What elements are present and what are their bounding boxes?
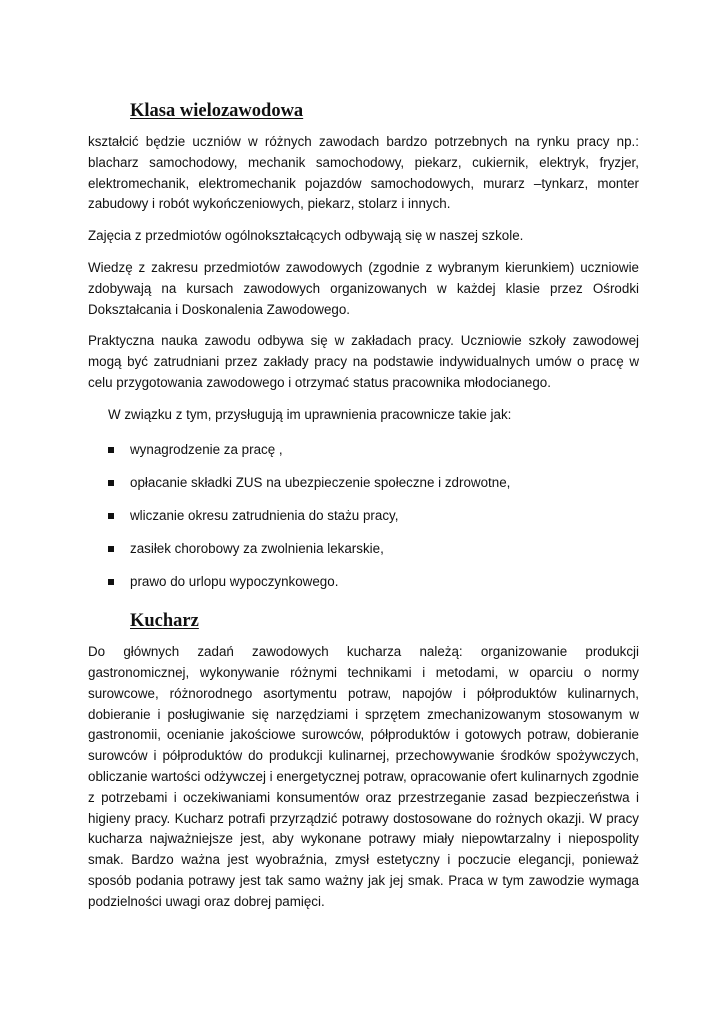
paragraph-practical-training: Praktyczna nauka zawodu odbywa się w zakładach pracy. Uczniowie szkoły zawodowej mogą być zatrudniani przez zakłady pracy na podstawie indywidualnych umów o pracę w celu przygotowania zawodowego i otrzymać status pracownika młodocianego.: [88, 333, 639, 390]
list-item-text: wliczanie okresu zatrudnienia do stażu pracy,: [130, 507, 399, 523]
list-intro: W związku z tym, przysługują im uprawnienia pracownicze takie jak:: [108, 406, 512, 422]
list-item: [108, 539, 639, 560]
paragraph-vocational-knowledge: Wiedzę z zakresu przedmiotów zawodowych (zgodnie z wybranym kierunkiem) uczniowie zdobywają na kursach zawodowych organizowanych w każdej klasie przez Ośrodki Dokształcania i Doskonalenia Zawodowego.: [88, 259, 639, 317]
square-bullet-icon: [108, 546, 114, 552]
list-item-text: prawo do urlopu wypoczynkowego.: [130, 573, 339, 589]
list-item: [108, 473, 639, 494]
square-bullet-icon: [108, 480, 114, 486]
list-item-text: wynagrodzenie za pracę ,: [130, 441, 283, 457]
list-item: [108, 506, 639, 527]
paragraph-general-subjects: Zajęcia z przedmiotów ogólnokształcących odbywają się w naszej szkole.: [88, 228, 524, 244]
square-bullet-icon: [108, 579, 114, 585]
list-item-text: zasiłek chorobowy za zwolnienia lekarskie,: [130, 540, 384, 556]
section-title-klasa-wielozawodowa: Klasa wielozawodowa: [130, 101, 304, 121]
document-page: [88, 96, 639, 913]
paragraph-kucharz: Do głównych zadań zawodowych kucharza należą: organizowanie produkcji gastronomicznej, wykonywanie różnymi technikami i metodami, w oparciu o normy surowcowe, różnorodnego asortymentu potraw, napojów i półproduktów kulinarnych, dobieranie i posługiwanie się narzędziami i sprzętem zmechanizowanym stosowanym w gastronomii, ocenianie jakościowe surowców, półproduktów i gotowych potraw, dobieranie surowców i półproduktów do produkcji kulinarnej, przechowywanie środków spożywczych, obliczanie wartości odżywczej i energetycznej potraw, opracowanie ofert kulinarnych zgodnie z potrzebami i oczekiwaniami konsumentów oraz przestrzeganie zasad bezpieczeństwa i higieny pracy. Kucharz potrafi przyrządzić potrawy dostosowane do rożnych okazji. W pracy kucharza najważniejsze jest, aby wykonane potrawy miały niepowtarzalny i niepospolity smak. Bardzo ważna jest wyobraźnia, zmysł estetyczny i poczucie elegancji, ponieważ sposób podania potrawy jest tak samo ważny jak jej smak. Praca w tym zawodzie wymaga podzielności uwagi oraz dobrej pamięci.: [88, 644, 639, 909]
list-item: [108, 440, 639, 461]
list-item: [108, 572, 639, 593]
paragraph-intro: kształcić będzie uczniów w różnych zawodach bardzo potrzebnych na rynku pracy np.: blacharz samochodowy, mechanik samochodowy, piekarz, cukiernik, elektryk, fryzjer, elektromechanik, elektromechanik pojazdów samochodowych, murarz –tynkarz, monter zabudowy i robót wykończeniowych, piekarz, stolarz i innych.: [88, 134, 639, 212]
square-bullet-icon: [108, 447, 114, 453]
section-title-kucharz: Kucharz: [130, 611, 199, 632]
square-bullet-icon: [108, 513, 114, 519]
list-item-text: opłacanie składki ZUS na ubezpieczenie społeczne i zdrowotne,: [130, 474, 511, 490]
benefits-list: [88, 440, 639, 593]
